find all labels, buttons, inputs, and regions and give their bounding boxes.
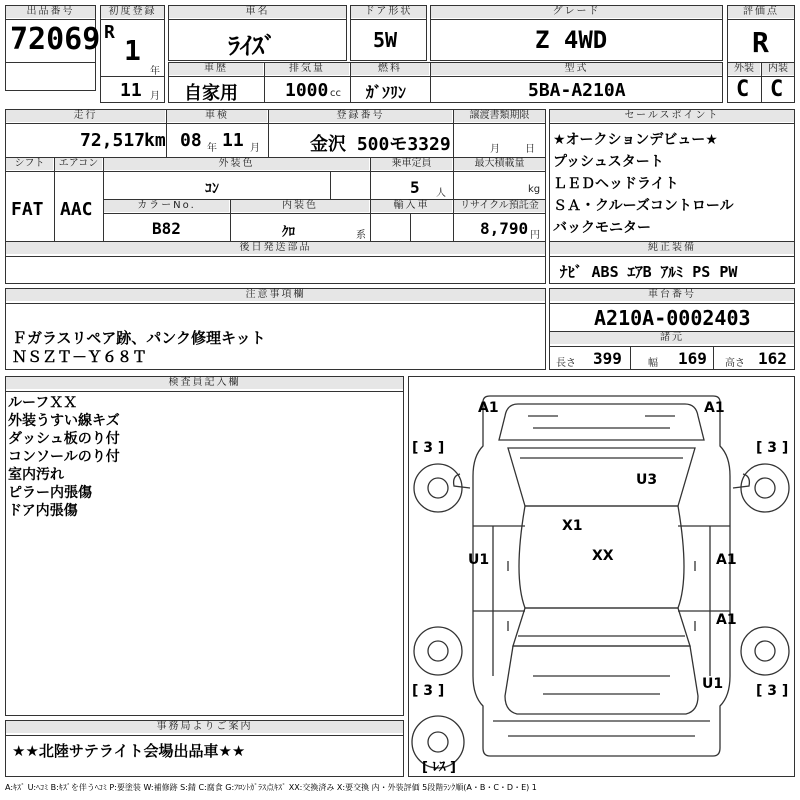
chassis-number: A210A-0002403 — [594, 306, 751, 330]
max-load-label: 最大積載量 — [454, 158, 545, 170]
sales-points-label: セールスポイント — [550, 110, 794, 122]
note-line: ＮＳＺＴ－Ｙ６８Ｔ — [12, 348, 148, 366]
capacity: 5 — [410, 178, 420, 197]
color-no-label: カラーNo. — [104, 200, 229, 212]
first-reg-label: 初度登録 — [101, 6, 164, 18]
fuel: ｶﾞｿﾘﾝ — [366, 83, 407, 102]
genuine-equipment: ﾅﾋﾞ ABS ｴｱB ｱﾙﾐ PS PW — [560, 263, 738, 281]
car-name: ﾗｲｽﾞ — [228, 32, 276, 60]
damage-mark: U3 — [636, 472, 658, 488]
later-parts-label: 後日発送部品 — [6, 242, 545, 254]
office-notice: ★★北陸サテライト会場出品車★★ — [12, 742, 246, 760]
recycle: 8,790 — [480, 219, 529, 238]
lot-no-label: 出品番号 — [6, 6, 95, 18]
first-reg-year: 1 — [124, 34, 141, 67]
interior-color: ｸﾛ — [282, 225, 295, 240]
grade-label: グレード — [431, 6, 722, 18]
damage-mark: A1 — [478, 400, 499, 416]
fuel-label: 燃料 — [351, 63, 429, 75]
model-label: 型式 — [431, 63, 722, 75]
first-reg-era: R — [104, 22, 115, 43]
interior-label: 内装 — [762, 63, 794, 75]
tire-mark: [ 3 ] — [756, 683, 789, 699]
car-name-label: 車名 — [169, 6, 346, 18]
inspection-month: 11 — [222, 130, 244, 151]
sales-point: ★オークションデビュー★ — [553, 132, 718, 148]
notes-label: 注意事項欄 — [6, 289, 545, 301]
capacity-unit: 人 — [436, 188, 446, 199]
exterior-color: ｺﾝ — [205, 181, 219, 197]
recycle-unit: 円 — [530, 230, 540, 241]
width: 169 — [678, 349, 707, 368]
damage-mark: A1 — [704, 400, 725, 416]
interior-color-label: 内装色 — [231, 200, 369, 212]
office-label: 事務局よりご案内 — [6, 721, 403, 733]
first-reg-year-unit: 年 — [150, 66, 160, 77]
mileage-unit: km — [144, 130, 166, 151]
interior-color-unit: 系 — [356, 230, 366, 241]
lot-number: 72069 — [10, 22, 101, 57]
damage-mark: U1 — [702, 676, 724, 692]
color-no: B82 — [152, 219, 181, 238]
tire-mark: [ 3 ] — [756, 440, 789, 456]
door-label: ドア形状 — [351, 6, 426, 18]
aircon: AAC — [60, 199, 93, 220]
displacement: 1000 — [285, 80, 329, 101]
tire-mark: [ 3 ] — [412, 683, 445, 699]
transfer-day-unit: 日 — [525, 144, 535, 155]
inspector-note: 外装うすい線キズ — [8, 413, 120, 429]
mileage: 72,517 — [80, 130, 146, 151]
reg-no: 金沢 500モ3329 — [310, 134, 451, 155]
inspector-label: 検査員記入欄 — [6, 377, 403, 389]
inspector-note: ピラー内張傷 — [8, 485, 92, 501]
history-label: 車歴 — [169, 63, 263, 75]
inspector-note: ルーフＸＸ — [8, 395, 78, 411]
specs-label: 諸元 — [550, 332, 794, 344]
chassis-label: 車台番号 — [550, 289, 794, 301]
inspector-note: 室内汚れ — [8, 467, 64, 483]
exterior-color-label: 外装色 — [104, 158, 369, 170]
height-label: 高さ — [725, 358, 745, 369]
exterior-label: 外装 — [728, 63, 760, 75]
capacity-label: 乗車定員 — [371, 158, 452, 170]
import-label: 輸入車 — [371, 200, 452, 212]
inspection-month-unit: 月 — [250, 143, 260, 154]
length-label: 長さ — [556, 358, 576, 369]
damage-mark: A1 — [716, 552, 737, 568]
sales-point: プッシュスタート — [553, 154, 664, 170]
exterior-score: C — [736, 77, 750, 102]
sales-point: バックモニター — [553, 220, 651, 236]
max-load-unit: kg — [528, 184, 541, 195]
grade: Z 4WD — [535, 26, 608, 54]
transfer-month-unit: 月 — [490, 144, 500, 155]
inspector-note: ダッシュ板のり付 — [8, 431, 120, 447]
score-label: 評価点 — [728, 6, 794, 18]
interior-score: C — [770, 77, 784, 102]
reg-no-label: 登録番号 — [269, 110, 452, 122]
sales-point: ＬＥＤヘッドライト — [553, 176, 679, 192]
height: 162 — [758, 349, 787, 368]
damage-mark: A1 — [716, 612, 737, 628]
inspection-label: 車検 — [167, 110, 267, 122]
inspector-note: ドア内張傷 — [8, 503, 78, 519]
length: 399 — [593, 349, 622, 368]
displacement-label: 排気量 — [265, 63, 349, 75]
inspection-year-unit: 年 — [207, 143, 217, 154]
shift: FAT — [11, 199, 44, 220]
genuine-label: 純正装備 — [550, 242, 794, 254]
score: R — [752, 26, 769, 59]
door-type: 5W — [373, 28, 398, 52]
spare-tire-mark: [ ﾚｽ ] — [422, 760, 456, 775]
model: 5BA-A210A — [528, 80, 626, 101]
displacement-unit: cc — [330, 88, 341, 99]
legend: A:ｷｽﾞ U:ﾍｺﾐ B:ｷｽﾞを伴うﾍｺﾐ P:要塗装 W:補修跡 S:錆 C:腐食 G:ﾌﾛﾝﾄｶﾞﾗｽ点ｷｽﾞ XX:交換済み X:要交換 内・外装評価 5段階ﾗﾝｸ順(A・B・C・D・E) 1 — [5, 783, 537, 792]
damage-mark: XX — [592, 548, 614, 564]
recycle-label: リサイクル預託金 — [454, 200, 545, 212]
aircon-label: エアコン — [55, 158, 102, 170]
inspector-note: コンソールのり付 — [8, 449, 120, 465]
tire-mark: [ 3 ] — [412, 440, 445, 456]
width-label: 幅 — [648, 358, 658, 369]
car-diagram — [408, 376, 795, 777]
transfer-label: 譲渡書類期限 — [454, 110, 545, 122]
history: 自家用 — [184, 83, 238, 104]
damage-mark: U1 — [468, 552, 490, 568]
sales-point: ＳＡ・クルーズコントロール — [553, 198, 734, 214]
shift-label: シフト — [6, 158, 53, 170]
mileage-label: 走行 — [6, 110, 165, 122]
first-reg-month-unit: 月 — [150, 91, 160, 102]
note-line: Ｆガラスリペア跡、パンク修理キット — [12, 329, 266, 347]
damage-mark: X1 — [562, 518, 583, 534]
first-reg-month: 11 — [120, 80, 142, 101]
inspection-year: 08 — [180, 130, 202, 151]
